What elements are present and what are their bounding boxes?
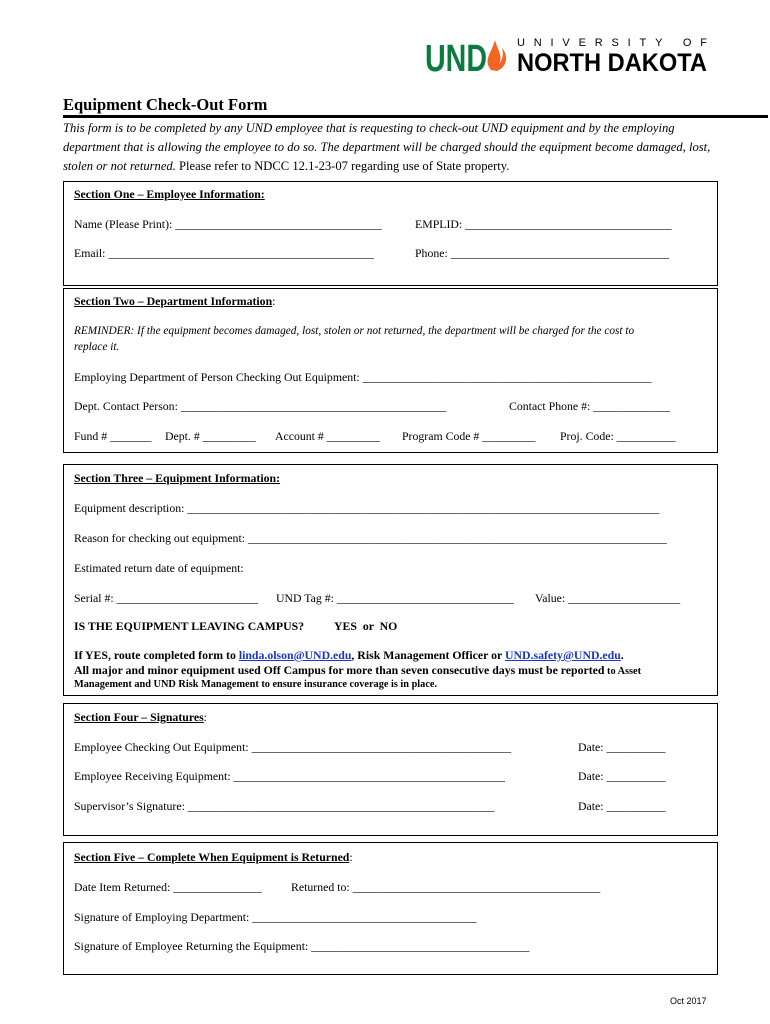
major-line-1-small: to Asset	[604, 666, 642, 677]
title-divider	[63, 115, 768, 118]
section-three	[63, 464, 718, 696]
equipment-description-field[interactable]: Equipment description: ________________________________________________________________________________	[74, 501, 660, 515]
receiving-date-field[interactable]: Date: __________	[578, 769, 666, 783]
section-four-heading-wrap	[74, 710, 207, 725]
employee-returning-signature[interactable]: Signature of Employee Returning the Equipment: _____________________________________	[74, 939, 530, 953]
und-wordmark: UND	[425, 38, 487, 74]
proj-code-field[interactable]: Proj. Code: __________	[560, 429, 676, 443]
major-equipment-line-2: Management and UND Risk Management to ensure insurance coverage is in place.	[74, 679, 438, 690]
employing-dept-signature[interactable]: Signature of Employing Department: ______________________________________	[74, 910, 477, 924]
employing-dept-field[interactable]: Employing Department of Person Checking Out Equipment: _________________________________________________	[74, 370, 652, 384]
section-four-colon: :	[203, 710, 207, 724]
section-two-colon: :	[272, 294, 276, 308]
employee-checking-out-signature[interactable]: Employee Checking Out Equipment: ____________________________________________	[74, 740, 512, 754]
revision-date: Oct 2017	[670, 996, 707, 1006]
und-logo	[425, 34, 710, 74]
university-of-text: UNIVERSITY OF	[517, 37, 707, 49]
employee-receiving-signature[interactable]: Employee Receiving Equipment: ______________________________________________	[74, 769, 505, 783]
section-five-colon: :	[349, 850, 353, 864]
section-five-heading-wrap	[74, 850, 353, 865]
north-dakota-text: NORTH DAKOTA	[517, 49, 707, 74]
flame-icon	[488, 40, 507, 71]
yes-no-choice[interactable]: YES or NO	[334, 619, 398, 633]
und-safety-email-link[interactable]: UND.safety@UND.edu	[504, 648, 621, 662]
program-code-field[interactable]: Program Code # _________	[402, 429, 536, 443]
name-field[interactable]: Name (Please Print): ___________________________________	[74, 217, 382, 231]
returned-to-field[interactable]: Returned to: __________________________________________	[291, 880, 601, 894]
supervisor-date-field[interactable]: Date: __________	[578, 799, 666, 813]
form-intro	[63, 119, 723, 176]
phone-field[interactable]: Phone: _____________________________________	[415, 246, 669, 260]
route-mid-text: , Risk Management Officer or	[351, 648, 505, 662]
section-five	[63, 842, 718, 975]
supervisor-signature[interactable]: Supervisor’s Signature: ____________________________________________________	[74, 799, 495, 813]
reason-field[interactable]: Reason for checking out equipment: _______________________________________________________________________	[74, 531, 667, 545]
linda-olson-email-link[interactable]: linda.olson@UND.edu	[238, 648, 352, 662]
value-field[interactable]: Value: ___________________	[535, 591, 681, 605]
section-two-heading-wrap	[74, 294, 275, 309]
route-end-text: .	[620, 648, 624, 662]
section-four-heading: Section Four – Signatures	[74, 710, 204, 724]
date-item-returned-field[interactable]: Date Item Returned: _______________	[74, 880, 262, 894]
intro-italic: This form is to be completed by any UND employee that is requesting to check-out UND equipment and by the employing department that is allowing the employee to do so. The department will be charged should the equipment become damaged, lost, stolen or not returned.	[63, 121, 711, 173]
section-two	[63, 288, 718, 453]
contact-phone-field[interactable]: Contact Phone #: _____________	[509, 399, 670, 413]
leaving-campus-question: IS THE EQUIPMENT LEAVING CAMPUS?	[74, 619, 305, 633]
email-field[interactable]: Email: _____________________________________________	[74, 246, 374, 260]
dept-number-field[interactable]: Dept. # _________	[165, 429, 256, 443]
section-four	[63, 703, 718, 836]
major-equipment-line-1	[74, 663, 641, 678]
intro-plain: Please refer to NDCC 12.1-23-07 regarding use of State property.	[175, 159, 510, 173]
reminder-line-2: replace it.	[74, 341, 120, 353]
section-three-heading: Section Three – Equipment Information:	[74, 471, 281, 485]
serial-field[interactable]: Serial #: ________________________	[74, 591, 259, 605]
emplid-field[interactable]: EMPLID: ___________________________________	[415, 217, 672, 231]
checking-out-date-field[interactable]: Date: __________	[578, 740, 666, 754]
section-one-heading: Section One – Employee Information:	[74, 187, 265, 201]
section-five-heading: Section Five – Complete When Equipment is Returned	[74, 850, 350, 864]
reminder-line-1: REMINDER: If the equipment becomes damaged, lost, stolen or not returned, the department will be charged for the cost to	[74, 325, 635, 337]
route-pre-text: If YES, route completed form to	[74, 648, 239, 662]
form-title: Equipment Check-Out Form	[63, 95, 268, 114]
fund-field[interactable]: Fund # _______	[74, 429, 152, 443]
major-line-1-text: All major and minor equipment used Off Campus for more than seven consecutive days must be reported	[74, 663, 605, 677]
und-logo-graphic	[425, 34, 710, 74]
route-instructions	[74, 648, 624, 663]
account-field[interactable]: Account # _________	[275, 429, 380, 443]
dept-contact-person-field[interactable]: Dept. Contact Person: _____________________________________________	[74, 399, 447, 413]
section-one	[63, 181, 718, 286]
section-two-heading: Section Two – Department Information	[74, 294, 273, 308]
return-date-field[interactable]: Estimated return date of equipment:	[74, 561, 244, 575]
und-tag-field[interactable]: UND Tag #: ______________________________	[276, 591, 514, 605]
